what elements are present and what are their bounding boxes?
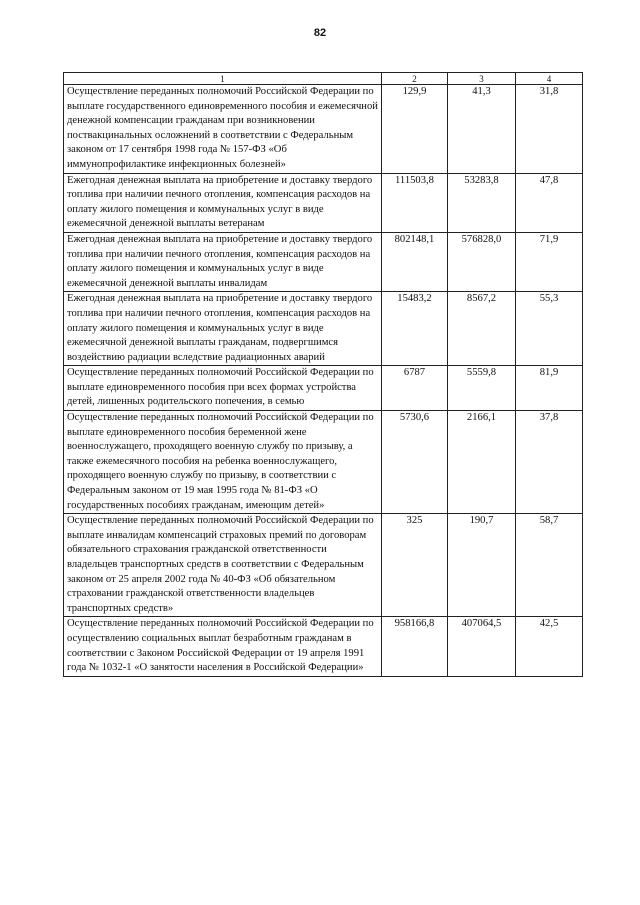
row-description: Осуществление переданных полномочий Российской Федерации по выплате инвалидам компенсаций страховых премий по договорам обязательного страхования гражданской ответственности владельцев транспортных средств в соответствии с Федеральным законом от 25 апреля 2002 года № 40-ФЗ «Об обязательном страховании гражданской ответственности владельцев транспортных средств» [64,514,382,617]
row-description: Осуществление переданных полномочий Российской Федерации по выплате государственного единовременного пособия и ежемесячной денежной компенсации гражданам при возникновении поствакцинальных осложнений в соответствии с Федеральным законом от 17 сентября 1998 года № 157-ФЗ «Об иммунопрофилактике инфекционных болезней» [64,85,382,174]
row-value-col2: 325 [382,514,448,617]
table-header-row [64,73,583,85]
row-value-col2: 15483,2 [382,292,448,366]
table-row [64,232,583,291]
row-value-col4: 55,3 [516,292,583,366]
column-header-4: 4 [516,73,583,85]
row-value-col4: 71,9 [516,232,583,291]
row-value-col2: 111503,8 [382,173,448,232]
table-row [64,85,583,174]
row-value-col4: 42,5 [516,617,583,676]
row-value-col4: 58,7 [516,514,583,617]
row-value-col3: 8567,2 [448,292,516,366]
column-header-1: 1 [64,73,382,85]
column-header-3: 3 [448,73,516,85]
row-value-col4: 31,8 [516,85,583,174]
table-row [64,514,583,617]
row-value-col3: 576828,0 [448,232,516,291]
row-description: Ежегодная денежная выплата на приобретение и доставку твердого топлива при наличии печного отопления, компенсация расходов на оплату жилого помещения и коммунальных услуг в виде ежемесячной денежной выплаты инвалидам [64,232,382,291]
row-value-col4: 37,8 [516,411,583,514]
row-value-col3: 190,7 [448,514,516,617]
column-header-2: 2 [382,73,448,85]
table-row [64,366,583,411]
table-row [64,617,583,676]
row-value-col3: 41,3 [448,85,516,174]
row-description: Осуществление переданных полномочий Российской Федерации по выплате единовременного пособия беременной жене военнослужащего, проходящего военную службу по призыву, а также ежемесячного пособия на ребенка военнослужащего, проходящего военную службу по призыву, в соответствии с Федеральным законом от 19 мая 1995 года № 81-ФЗ «О государственных пособиях гражданам, имеющим детей» [64,411,382,514]
row-value-col2: 129,9 [382,85,448,174]
row-value-col2: 5730,6 [382,411,448,514]
row-value-col4: 81,9 [516,366,583,411]
row-value-col2: 802148,1 [382,232,448,291]
row-value-col3: 53283,8 [448,173,516,232]
table-row [64,173,583,232]
row-value-col3: 2166,1 [448,411,516,514]
data-table [63,72,583,677]
row-value-col3: 407064,5 [448,617,516,676]
row-description: Ежегодная денежная выплата на приобретение и доставку твердого топлива при наличии печного отопления, компенсация расходов на оплату жилого помещения и коммунальных услуг в виде ежемесячной денежной выплаты ветеранам [64,173,382,232]
table-row [64,411,583,514]
row-description: Осуществление переданных полномочий Российской Федерации по осуществлению социальных выплат безработным гражданам в соответствии с Законом Российской Федерации от 19 апреля 1991 года № 1032-1 «О занятости населения в Российской Федерации» [64,617,382,676]
table-row [64,292,583,366]
row-value-col3: 5559,8 [448,366,516,411]
row-description: Осуществление переданных полномочий Российской Федерации по выплате единовременного пособия при всех формах устройства детей, лишенных родительского попечения, в семью [64,366,382,411]
row-value-col2: 6787 [382,366,448,411]
row-description: Ежегодная денежная выплата на приобретение и доставку твердого топлива при наличии печного отопления, компенсация расходов на оплату жилого помещения и коммунальных услуг в виде ежемесячной денежной выплаты гражданам, подвергшимся воздействию радиации вследствие радиационных аварий [64,292,382,366]
page-number: 82 [313,27,327,39]
row-value-col2: 958166,8 [382,617,448,676]
row-value-col4: 47,8 [516,173,583,232]
